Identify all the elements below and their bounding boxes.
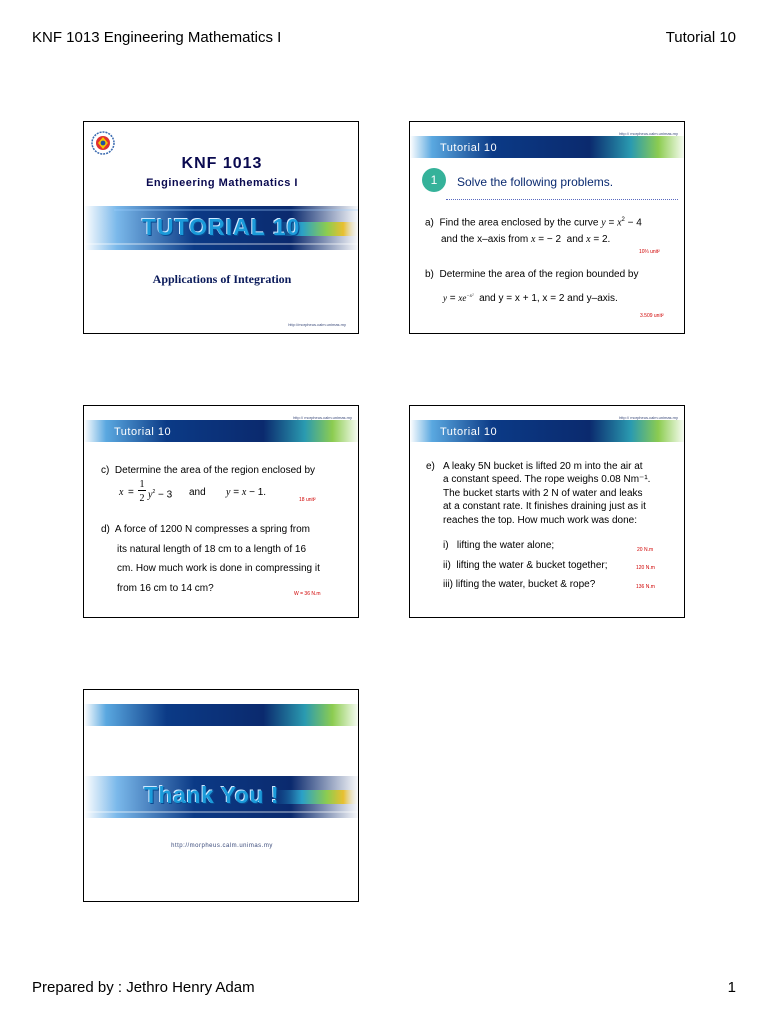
question-a-line2: and the x–axis from x = − 2 and x = 2. bbox=[441, 234, 611, 245]
tutorial-label: Tutorial 10 bbox=[665, 29, 736, 46]
question-e-line: The bucket starts with 2 N of water and leaks bbox=[443, 488, 643, 499]
page-header bbox=[32, 29, 736, 49]
question-d-line1: d) A force of 1200 N compresses a spring from bbox=[101, 524, 311, 535]
question-b-line2: $y = xe^{-x^2}$ and y = x + 1, x = 2 and y–axis. bbox=[443, 293, 618, 304]
slide-url: http:// morpheus.calm.unimas.my bbox=[619, 131, 678, 136]
slide-title bbox=[83, 121, 359, 334]
instruction-text: Solve the following problems. bbox=[457, 175, 614, 189]
slide-course-name: Engineering Mathematics I bbox=[146, 177, 298, 189]
question-d-line2: its natural length of 18 cm to a length of 16 bbox=[117, 544, 307, 555]
slide-band-title: Tutorial 10 bbox=[114, 426, 172, 438]
slide-url: http:// morpheus.calm.unimas.my bbox=[619, 415, 678, 420]
question-c-line1: c) Determine the area of the region enclosed by bbox=[101, 465, 316, 476]
divider bbox=[446, 199, 678, 200]
part-iii-answer: 136 N.m bbox=[636, 584, 655, 590]
question-b-answer: 3.509 unit² bbox=[640, 313, 664, 319]
slide-thank-you bbox=[83, 689, 359, 902]
top-band bbox=[84, 698, 359, 728]
part-iii: iii) lifting the water, bucket & rope? bbox=[443, 579, 596, 590]
slide-url: http://morpheus.calm.unimas.my bbox=[171, 843, 273, 849]
slide-band-title: Tutorial 10 bbox=[440, 426, 498, 438]
slide-problems-cd: http:// morpheus.calm.unimas.my Tutorial 10 c) Determine the area of the region enclosed by x = 1 2 $y^2 - 3$ and y = x − 1. 18 unit² d) A force of 1200 N compresses a spring from its natural length of 18 cm to a length of 16 cm. How much work is done in compressing it from 16 cm to 14 cm? W = 36 N.m bbox=[83, 405, 359, 618]
problem-number-badge: 1 bbox=[422, 168, 446, 192]
page-number: 1 bbox=[727, 979, 736, 996]
author-credit: Prepared by : Jethro Henry Adam bbox=[32, 979, 255, 996]
slide-url: http://morpheus.calm.unimas.my bbox=[288, 322, 346, 327]
slide-band-title: Tutorial 10 bbox=[440, 142, 498, 154]
slide-tutorial-heading: TUTORIAL 10 bbox=[142, 214, 301, 240]
question-b-line1: b) Determine the area of the region bounded by bbox=[425, 269, 639, 280]
university-logo-icon bbox=[91, 128, 115, 158]
slide-problem-e bbox=[409, 405, 685, 618]
question-a-answer: 10⅔ unit² bbox=[639, 249, 660, 255]
page-footer bbox=[32, 979, 736, 999]
question-e-line: at a constant rate. It finishes draining just as it bbox=[443, 501, 646, 512]
question-e-label: e) bbox=[426, 461, 435, 472]
slide-course-code: KNF 1013 bbox=[181, 155, 263, 172]
question-d-line4: from 16 cm to 14 cm? bbox=[117, 583, 214, 594]
part-ii-answer: 120 N.m bbox=[636, 565, 655, 571]
question-e-line: A leaky 5N bucket is lifted 20 m into the air at bbox=[443, 461, 643, 472]
slide-url: http:// morpheus.calm.unimas.my bbox=[293, 415, 352, 420]
course-title: KNF 1013 Engineering Mathematics I bbox=[32, 29, 282, 46]
question-c-answer: 18 unit² bbox=[299, 497, 316, 503]
question-d-line3: cm. How much work is done in compressing it bbox=[117, 563, 320, 574]
question-e-line: a constant speed. The rope weighs 0.08 Nm⁻¹. bbox=[443, 474, 651, 485]
part-i-answer: 20 N.m bbox=[637, 547, 654, 553]
slide-problems-ab bbox=[409, 121, 685, 334]
question-a-line1: a) Find the area enclosed by the curve $y = x^2 - 4$ bbox=[425, 217, 642, 229]
part-ii: ii) lifting the water & bucket together; bbox=[443, 560, 608, 571]
question-d-answer: W = 36 N.m bbox=[294, 591, 321, 597]
thank-you-text: Thank You ! bbox=[144, 782, 279, 808]
question-e-line: reaches the top. How much work was done: bbox=[443, 515, 637, 526]
part-i: i) lifting the water alone; bbox=[443, 540, 555, 551]
slide-topic: Applications of Integration bbox=[152, 272, 292, 286]
